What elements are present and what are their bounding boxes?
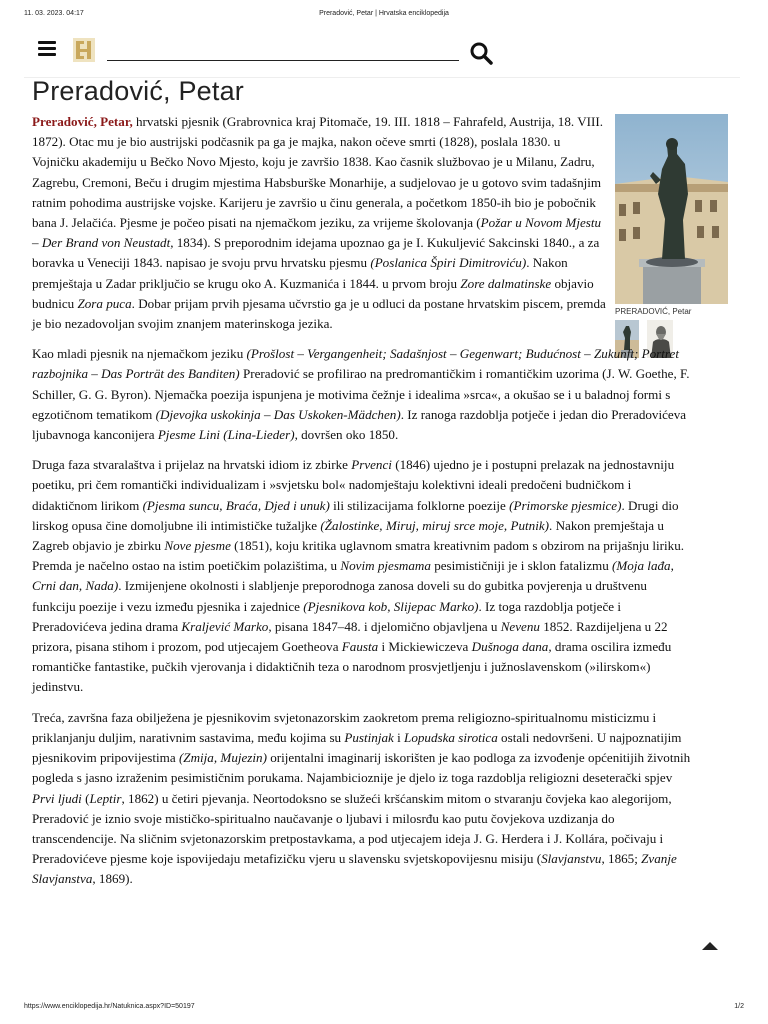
paragraph-text: (1846) ujedno je i postupni prelazak na jednostavniju poetiku, pri čem romantički individualizam i »svjetsku bol« nadomještaju kolektivni ideali predočeni budničkom i didaktičnom lirikom bbox=[32, 457, 675, 513]
paragraph-text: (1851), koju kritika uglavnom smatra kreativnim padom s obzirom na prijašnju liriku. Premda je načelno ostao na istim poetičkim polazištima, u bbox=[32, 538, 685, 574]
top-navigation-bar bbox=[24, 33, 740, 78]
paragraph-text: . Iz ranoga razdoblja potječe i jedan dio Preradovićeva ljubavnoga kanconijera bbox=[32, 406, 687, 443]
work-title-text: Lopudska sirotica bbox=[404, 729, 498, 745]
paragraph-text: i bbox=[393, 729, 405, 745]
paragraph-text: i Mickiewiczeva bbox=[378, 639, 472, 655]
paragraph-text: , 1869). bbox=[92, 871, 133, 887]
paragraph-text: , 1865; bbox=[601, 851, 642, 867]
paragraph-text: ili stilizacijama folklorne poezije bbox=[329, 497, 510, 513]
work-title-text: (Djevojka uskokinja – Das Uskoken-Mädchen) bbox=[155, 406, 401, 422]
work-title-text: Pustinjak bbox=[344, 729, 394, 745]
work-title-text: (Pjesnikova kob, Slijepac Marko) bbox=[303, 598, 479, 614]
paragraph-text: Preradović se profilirao na predromantičkim i romantičkim uzorima (J. W. Goethe, F. Schiller, G. G. Byron). Njemačka poezija ispunjena je motivima čežnje i idealima »srca«, a okušao se i u baladnoj formi s egzotičnom tematikom bbox=[32, 366, 690, 422]
search-icon[interactable] bbox=[469, 41, 493, 65]
paragraph-text: , pisana 1847–48. i djelomično objavljena u bbox=[268, 618, 501, 634]
work-title-text: Nove pjesme bbox=[164, 538, 231, 554]
work-title-text: Slavjanstvu bbox=[541, 851, 602, 867]
paragraph-text: ostali nedovršeni. U najpoznatijim pjesnikovim pripovijestima bbox=[32, 729, 682, 766]
work-title-text: (Žalostinke, Miruj, miruj srce moje, Putnik) bbox=[320, 517, 550, 533]
paragraph-text: Treća, završna faza obilježena je pjesnikovim svjetonazorskim zaokretom prema religiozno-spiritualnomu misticizmu i priklanjanju duljim, narativnim sastavima, među kojima su bbox=[32, 709, 657, 745]
print-date: 11. 03. 2023. 04:17 bbox=[24, 10, 84, 17]
article-paragraph bbox=[32, 708, 692, 890]
work-title-text: (Primorske pjesmice) bbox=[509, 497, 622, 513]
paragraph-text: Kao mladi pjesnik na njemačkom jeziku bbox=[32, 346, 247, 362]
paragraph-text: ( bbox=[81, 790, 90, 806]
work-title-text: (Zmija, Mujezin) bbox=[178, 750, 267, 766]
figure-caption: PRERADOVIĆ, Petar bbox=[615, 307, 692, 316]
menu-icon[interactable] bbox=[38, 41, 56, 57]
print-page-title: Preradović, Petar | Hrvatska enciklopedija bbox=[319, 10, 449, 17]
paragraph-text: 1834). S preporodnim idejama upoznao ga je I. Kukuljević Sakcinski 1840., a za boravka u Veneciji 1843. napisao je svoju prvu hrvatsku pjesmu bbox=[32, 235, 600, 271]
work-title-text: Nevenu bbox=[500, 618, 540, 634]
work-title-text: Prvenci bbox=[351, 457, 392, 473]
paragraph-text: . Drugi dio lirskog opusa čine domoljubne ili intimističke tužaljke bbox=[32, 497, 679, 533]
work-title-text: (Pjesma suncu, Braća, Djed i unuk) bbox=[142, 497, 330, 513]
entry-headword: Preradović, Petar, bbox=[32, 114, 133, 129]
search-underline bbox=[107, 60, 459, 61]
article-title: Preradović, Petar bbox=[32, 76, 244, 106]
paragraph-text: pesimističniji je i sklon fatalizmu bbox=[430, 558, 613, 574]
article-paragraph bbox=[32, 112, 610, 334]
paragraph-text: , dovršen oko 1850. bbox=[294, 427, 399, 443]
paragraph-text: . Dobar prijam prvih pjesama učvrstio ga je u odluci da postane hrvatskim piscem, premda je bio nezadovoljan svojim znanjem materinskoga jezika. bbox=[32, 295, 606, 332]
paragraph-text: 1852. Razdijeljena u 22 prizora, pisana stihom i prozom, pod utjecajem Goetheova bbox=[32, 618, 668, 655]
paragraph-text: . Iz toga razdoblja potječe i Preradovićeva jedina drama bbox=[32, 598, 622, 634]
work-title-text: Zora puca bbox=[77, 295, 132, 311]
work-title-text: Leptir bbox=[89, 790, 122, 806]
work-title-text: (Prošlost – Vergangenheit; Sadašnjost – Gegenwart; Budućnost – Zukunft; Portret razbojnika – Das Porträt des Banditen) bbox=[32, 346, 679, 382]
logo-icon[interactable] bbox=[72, 37, 96, 63]
article-paragraph bbox=[32, 455, 692, 697]
work-title-text: Dušnoga dana, bbox=[471, 639, 552, 655]
work-title-text: (Poslanica Špiri Dimitroviću) bbox=[370, 255, 527, 271]
work-title-text: Prvi ljudi bbox=[32, 790, 82, 806]
work-title-text: Požar u Novom Mjestu – Der Brand von Neustadt, bbox=[32, 215, 602, 251]
article-body bbox=[32, 112, 692, 900]
paragraph-text: Druga faza stvaralaštva i prijelaz na hrvatski idiom iz zbirke bbox=[32, 457, 352, 473]
paragraph-text: . Nakon premještaja u Zagreb objavio je zbirku bbox=[32, 517, 664, 554]
print-page-number: 1/2 bbox=[734, 1003, 744, 1010]
paragraph-text: objavio budnicu bbox=[32, 275, 594, 311]
paragraph-text: , 1862) u četiri pjevanja. Neortodoksno se služeći kršćanskim mitom o stvaranju čovjeka kao alegorijom, Preradović je iznio svoje mističko-spiritualno naučavanje o ljubavi i milosrđu kao putu čovjekova uzdizanja do transcendencije. Na sličnim svjetonazorskim pretpostavkama, a pod utjecajem ideja J. G. Herdera i J. Kollára, počivaju i Preradovićeve pjesme koje ispovijedaju metafizičku vjeru u slavensku svjetskopovijesnu misiju ( bbox=[32, 790, 672, 867]
paragraph-text: drama oscilira između romantičke fantastike, pučkih vjerovanja i didaktičnih teza o narodnom prosvjetljenju i južnoslavenskom (»ilirskom«) jedinstvu. bbox=[32, 639, 672, 695]
print-url: https://www.enciklopedija.hr/Natuknica.aspx?ID=50197 bbox=[24, 1003, 195, 1010]
back-to-top-icon[interactable] bbox=[701, 940, 719, 952]
paragraph-text: . Izmijenjene okolnosti i slabljenje preporodnoga zanosa doveli su do gubitka povjerenja u društvenu funkciju poezije i vezu između pjesnika i zajednice bbox=[32, 578, 647, 614]
work-title-text: (Moja lađa, Crni dan, Nada) bbox=[32, 558, 674, 594]
article-paragraph bbox=[32, 344, 692, 445]
paragraph-text: hrvatski pjesnik (Grabrovnica kraj Pitomače, 19. III. 1818 – Fahrafeld, Austrija, 18. VIII. 1872). Otac mu je bio austrijski podčasnik pa ga je majka, nakon očeve smrti (1828), poslala 1830. u Vojničku akademiju u Bečko Novo Mjesto, koju je završio 1838. Kao časnik službovao je u Milanu, Zadru, Zagrebu, Cremoni, Beču i drugim mjestima Habsburške Monarhije, a sudjelovao je u gotovo svim tadašnjim ratnim pohodima austrijske vojske. Karijeru je završio u činu generala, a početkom 1850-ih bio je pobočnik bana J. Jelačića. Pjesme je počeo pisati na njemačkom jeziku, za vrijeme školovanja ( bbox=[32, 114, 604, 231]
paragraph-text: . Nakon premještaja u Zadar priključio se krugu oko A. Kuzmanića i 1844. u prvom broju bbox=[32, 255, 568, 291]
work-title-text: Fausta bbox=[341, 639, 379, 655]
work-title-text: Novim pjesmama bbox=[340, 558, 431, 574]
work-title-text: Zvanje Slavjanstva bbox=[32, 851, 677, 887]
work-title-text: Zore dalmatinske bbox=[460, 275, 552, 291]
search-input[interactable] bbox=[107, 41, 463, 61]
work-title-text: Kraljević Marko bbox=[181, 618, 269, 634]
paragraph-text: orijentalni imaginarij iskorišten je kao podloga za izvođenje općenitijih životnih pogleda s jasno izraženim pesimističnim porukama. Najambicioznije je djelo iz toga razdoblja religiozni deseterački spjev bbox=[32, 750, 691, 786]
work-title-text: Pjesme Lini (Lina-Lieder) bbox=[157, 427, 295, 443]
